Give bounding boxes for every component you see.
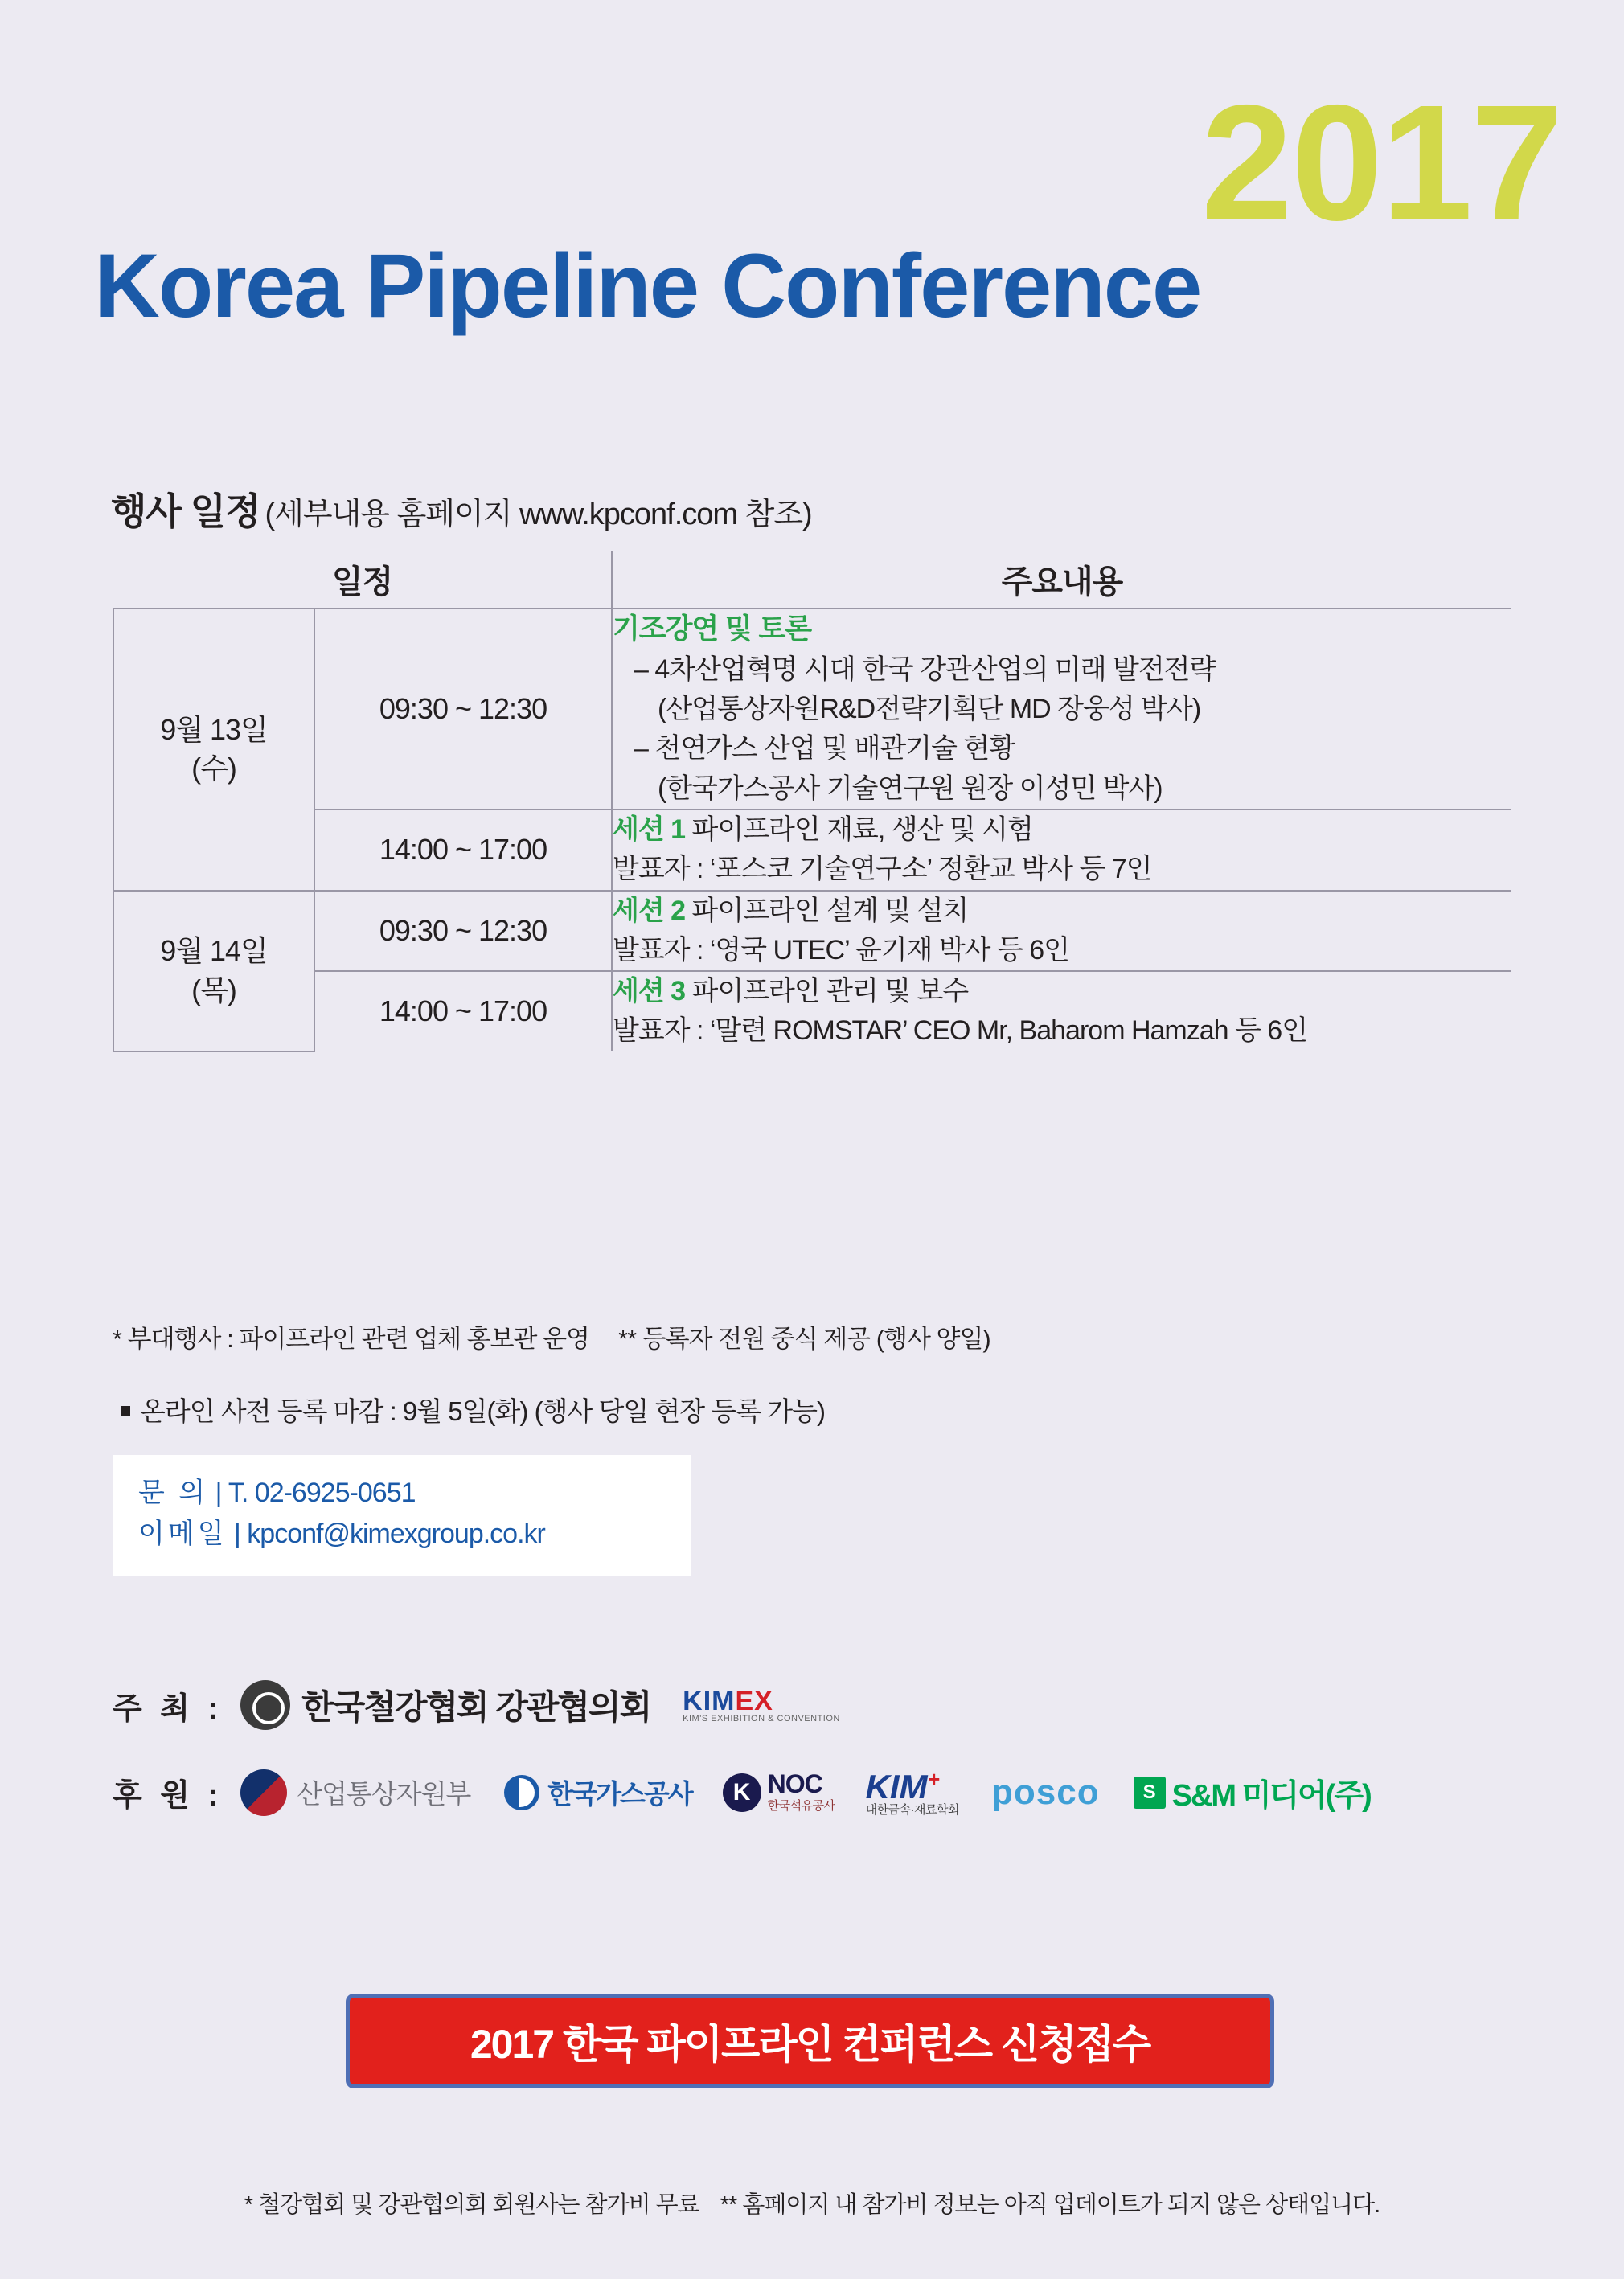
- kimex-logo: [683, 1687, 840, 1724]
- host-row: [113, 1680, 840, 1730]
- contact-divider: |: [234, 1519, 240, 1549]
- schedule-table: [113, 551, 1511, 1052]
- column-header-date: 일정: [113, 551, 612, 609]
- session-label: 세션 1: [613, 814, 686, 845]
- host-label: 주 최 :: [113, 1691, 224, 1726]
- session-label: 세션 2: [613, 895, 686, 926]
- keynote-line-4: (한국가스공사 기술연구원 원장 이성민 박사): [658, 773, 1163, 804]
- schedule-heading-sub: (세부내용 홈페이지 www.kpconf.com 참조): [265, 498, 812, 531]
- table-header-row: [113, 551, 1511, 609]
- content-cell-session-1: [612, 810, 1511, 891]
- kogas-mark-icon: [504, 1775, 539, 1810]
- posco-logo: posco: [991, 1772, 1100, 1812]
- date-line-1: 9월 14일: [160, 934, 268, 968]
- kim-logo-text: KIM+: [865, 1767, 940, 1806]
- keynote-line-2: (산업통상자원R&D전략기획단 MD 장웅성 박사): [658, 694, 1201, 725]
- table-row: [113, 971, 1511, 1051]
- table-row: [113, 891, 1511, 972]
- kogas-logo-text: 한국가스공사: [547, 1779, 692, 1809]
- date-cell-day1: [113, 609, 314, 891]
- session-title-line: [613, 892, 1511, 931]
- column-header-content: 주요내용: [612, 551, 1511, 609]
- support-label: 후 원 :: [113, 1779, 224, 1813]
- kim-logo: [866, 1769, 959, 1816]
- apply-button[interactable]: 2017 한국 파이프라인 컨퍼런스 신청접수: [346, 1994, 1274, 2088]
- kimex-logo-subtext: KIM'S EXHIBITION & CONVENTION: [683, 1713, 840, 1724]
- knoc-logo-textgroup: [768, 1771, 835, 1814]
- taegeuk-icon: [240, 1769, 287, 1816]
- knoc-mark-icon: K: [723, 1773, 761, 1812]
- content-cell-keynote: [612, 609, 1511, 810]
- motie-logo: [240, 1769, 470, 1816]
- contact-email-row: [138, 1514, 691, 1555]
- sm-media-logo: [1134, 1770, 1371, 1814]
- knoc-logo: [723, 1771, 835, 1814]
- footer-notes: [0, 2187, 1624, 2220]
- ksa-logo: [240, 1680, 650, 1730]
- contact-divider: |: [215, 1478, 222, 1508]
- notes-row: [113, 1318, 990, 1355]
- session-presenter: 발표자 : ‘말련 ROMSTAR’ CEO Mr, Baharom Hamzah 등 6인: [613, 1015, 1308, 1047]
- date-line-1: 9월 13일: [160, 712, 268, 746]
- knoc-logo-subtext: 한국석유공사: [767, 1799, 835, 1813]
- footer-note-1: * 철강협회 및 강관협의회 회원사는 참가비 무료: [244, 2192, 699, 2218]
- date-cell-day2: [113, 891, 314, 1051]
- page-title: Korea Pipeline Conference: [95, 236, 1201, 336]
- date-line-2: (수): [191, 752, 236, 785]
- schedule-heading-main: 행사 일정: [111, 490, 260, 532]
- contact-phone-label: 문 의: [138, 1478, 209, 1508]
- registration-note: [121, 1391, 825, 1428]
- session-label: 세션 3: [613, 976, 686, 1007]
- square-bullet-icon: [121, 1406, 130, 1416]
- time-cell: 14:00 ~ 17:00: [314, 971, 612, 1051]
- contact-email-value[interactable]: kpconf@kimexgroup.co.kr: [247, 1519, 545, 1549]
- time-cell: 14:00 ~ 17:00: [314, 810, 612, 891]
- contact-email-label: 이메일: [138, 1519, 228, 1549]
- poster-header: [0, 0, 1624, 378]
- note-side-event: * 부대행사 : 파이프라인 관련 업체 홍보관 운영: [113, 1325, 589, 1353]
- time-cell: 09:30 ~ 12:30: [314, 609, 612, 810]
- sm-media-logo-text: S&M 미디어(주): [1171, 1779, 1371, 1813]
- year-text: 2017: [1200, 71, 1561, 255]
- sponsor-row: [113, 1769, 1371, 1816]
- session-title: 파이프라인 설계 및 설치: [691, 895, 969, 926]
- knoc-logo-text: NOC: [767, 1769, 822, 1798]
- note-meal: ** 등록자 전원 중식 제공 (행사 양일): [618, 1325, 990, 1353]
- sm-mark-icon: S: [1134, 1777, 1166, 1809]
- content-cell-session-2: [612, 891, 1511, 972]
- ksa-logo-text: 한국철강협회 강관협의회: [301, 1688, 651, 1726]
- session-title-line: [613, 972, 1511, 1011]
- keynote-heading: 기조강연 및 토론: [613, 613, 812, 645]
- session-presenter: 발표자 : ‘포스코 기술연구소’ 정환교 박사 등 7인: [613, 854, 1152, 885]
- time-cell: 09:30 ~ 12:30: [314, 891, 612, 972]
- registration-note-text: 온라인 사전 등록 마감 : 9월 5일(화) (행사 당일 현장 등록 가능): [140, 1396, 826, 1426]
- session-presenter: 발표자 : ‘영국 UTEC’ 윤기재 박사 등 6인: [613, 934, 1070, 965]
- schedule-heading: [111, 482, 812, 535]
- contact-phone-value[interactable]: T. 02-6925-0651: [228, 1478, 416, 1508]
- session-title-line: [613, 810, 1511, 850]
- table-row: [113, 810, 1511, 891]
- content-cell-session-3: [612, 971, 1511, 1051]
- date-line-2: (목): [191, 973, 236, 1006]
- keynote-line-1: – 4차산업혁명 시대 한국 강관산업의 미래 발전전략: [634, 654, 1216, 685]
- keynote-line-3: – 천연가스 산업 및 배관기술 현황: [634, 733, 1015, 764]
- contact-box: [113, 1455, 691, 1576]
- kimex-logo-text: KIMEX: [683, 1685, 773, 1716]
- contact-phone-row: [138, 1473, 691, 1514]
- session-title: 파이프라인 재료, 생산 및 시험: [691, 814, 1033, 845]
- kogas-logo: [504, 1773, 691, 1811]
- kimex-logo-accent: EX: [735, 1685, 773, 1716]
- kim-logo-sup: +: [927, 1767, 940, 1791]
- table-row: [113, 609, 1511, 810]
- motie-logo-text: 산업통상자원부: [297, 1779, 471, 1809]
- footer-note-2: ** 홈페이지 내 참가비 정보는 아직 업데이트가 되지 않은 상태입니다.: [720, 2192, 1380, 2218]
- ksa-emblem-icon: [240, 1680, 290, 1730]
- session-title: 파이프라인 관리 및 보수: [691, 976, 969, 1007]
- kim-logo-subtext: 대한금속·재료학회: [865, 1803, 959, 1817]
